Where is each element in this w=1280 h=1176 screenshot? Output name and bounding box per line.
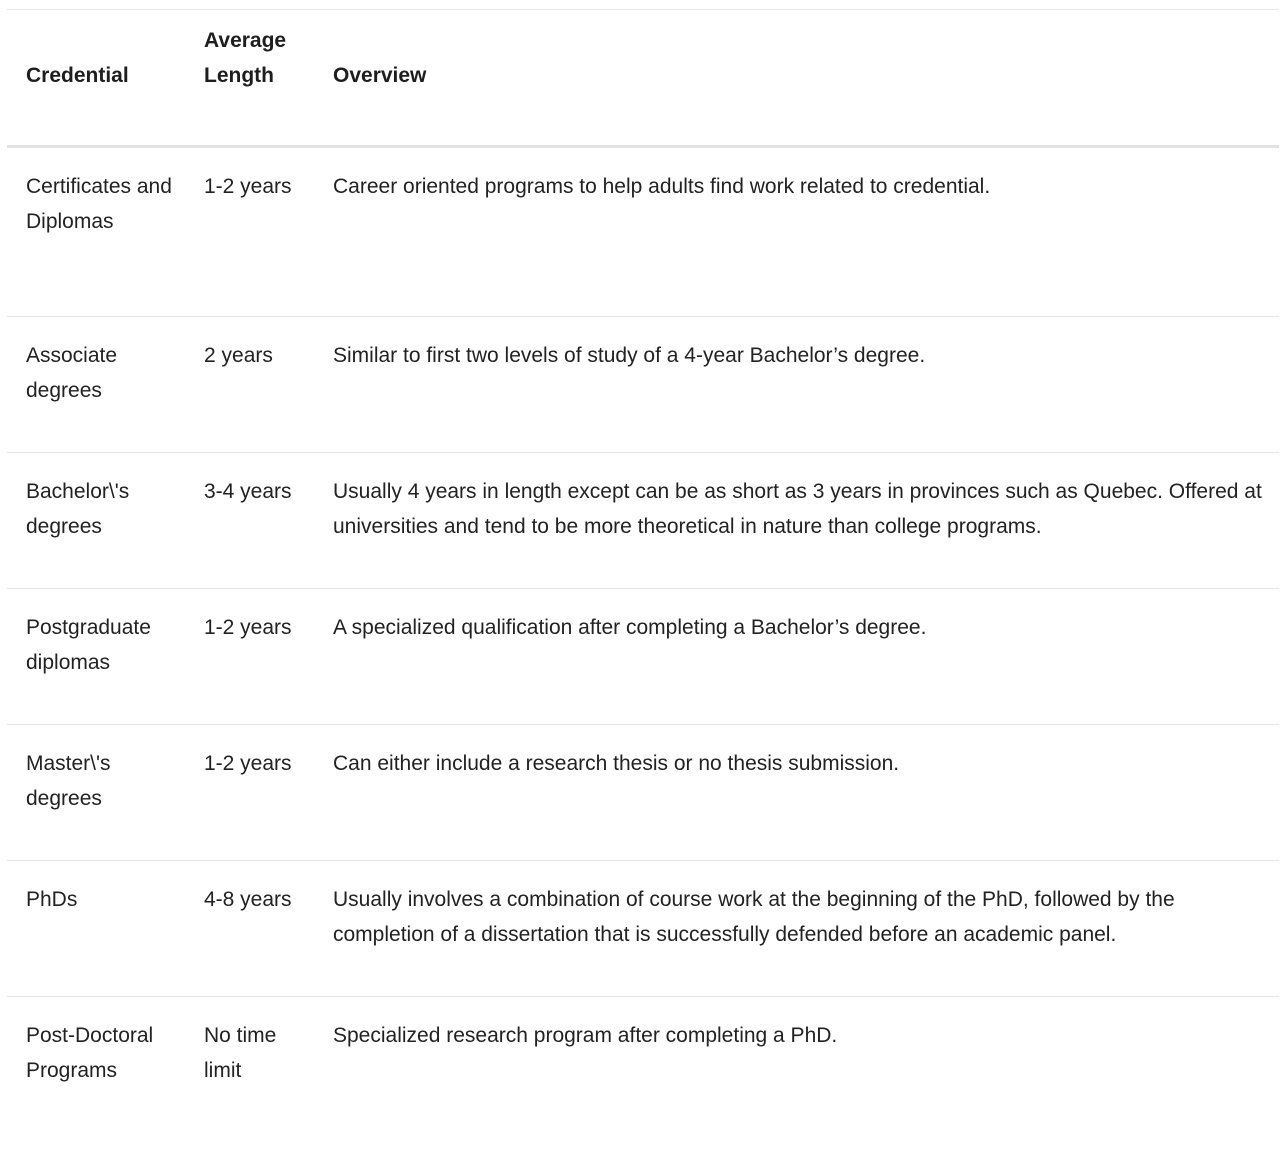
header-average-length: Average Length xyxy=(204,29,287,87)
table-row xyxy=(7,997,1279,1157)
cell-length: 1-2 years xyxy=(204,616,292,639)
cell-credential: Post-Doctoral Programs xyxy=(26,1024,154,1082)
header-overview: Overview xyxy=(333,64,427,87)
table-row xyxy=(7,453,1279,589)
credentials-table-container xyxy=(7,9,1279,1157)
header-credential: Credential xyxy=(26,64,129,87)
table-header xyxy=(7,10,1279,147)
header-row xyxy=(7,10,1279,147)
cell-credential: Associate degrees xyxy=(26,344,118,402)
table-row xyxy=(7,725,1279,861)
cell-overview: Career oriented programs to help adults find work related to credential. xyxy=(333,175,991,198)
table-row xyxy=(7,147,1279,317)
cell-credential: Certificates and Diplomas xyxy=(26,175,172,233)
cell-overview: Similar to first two levels of study of a 4-year Bachelor’s degree. xyxy=(333,344,926,367)
table-body xyxy=(7,147,1279,1157)
cell-credential: PhDs xyxy=(26,888,78,911)
cell-credential: Postgraduate diplomas xyxy=(26,616,151,674)
cell-length: 3-4 years xyxy=(204,480,292,503)
cell-length: 4-8 years xyxy=(204,888,292,911)
cell-length: 1-2 years xyxy=(204,752,292,775)
cell-overview: Specialized research program after completing a PhD. xyxy=(333,1024,838,1047)
cell-credential: Master\'s degrees xyxy=(26,752,111,810)
table-row xyxy=(7,317,1279,453)
cell-credential: Bachelor\'s degrees xyxy=(26,480,130,538)
cell-length: No time limit xyxy=(204,1024,277,1082)
credentials-table xyxy=(7,9,1279,1157)
cell-overview: Usually involves a combination of course work at the beginning of the PhD, followed by the completion of a dissertation that is successfully defended before an academic panel. xyxy=(333,888,1175,946)
table-row xyxy=(7,861,1279,997)
cell-overview: A specialized qualification after completing a Bachelor’s degree. xyxy=(333,616,927,639)
cell-length: 2 years xyxy=(204,344,273,367)
cell-overview: Can either include a research thesis or no thesis submission. xyxy=(333,752,900,775)
cell-length: 1-2 years xyxy=(204,175,292,198)
cell-overview: Usually 4 years in length except can be as short as 3 years in provinces such as Quebec. Offered at universities and tend to be more theoretical in nature than college programs. xyxy=(333,480,1262,538)
table-row xyxy=(7,589,1279,725)
